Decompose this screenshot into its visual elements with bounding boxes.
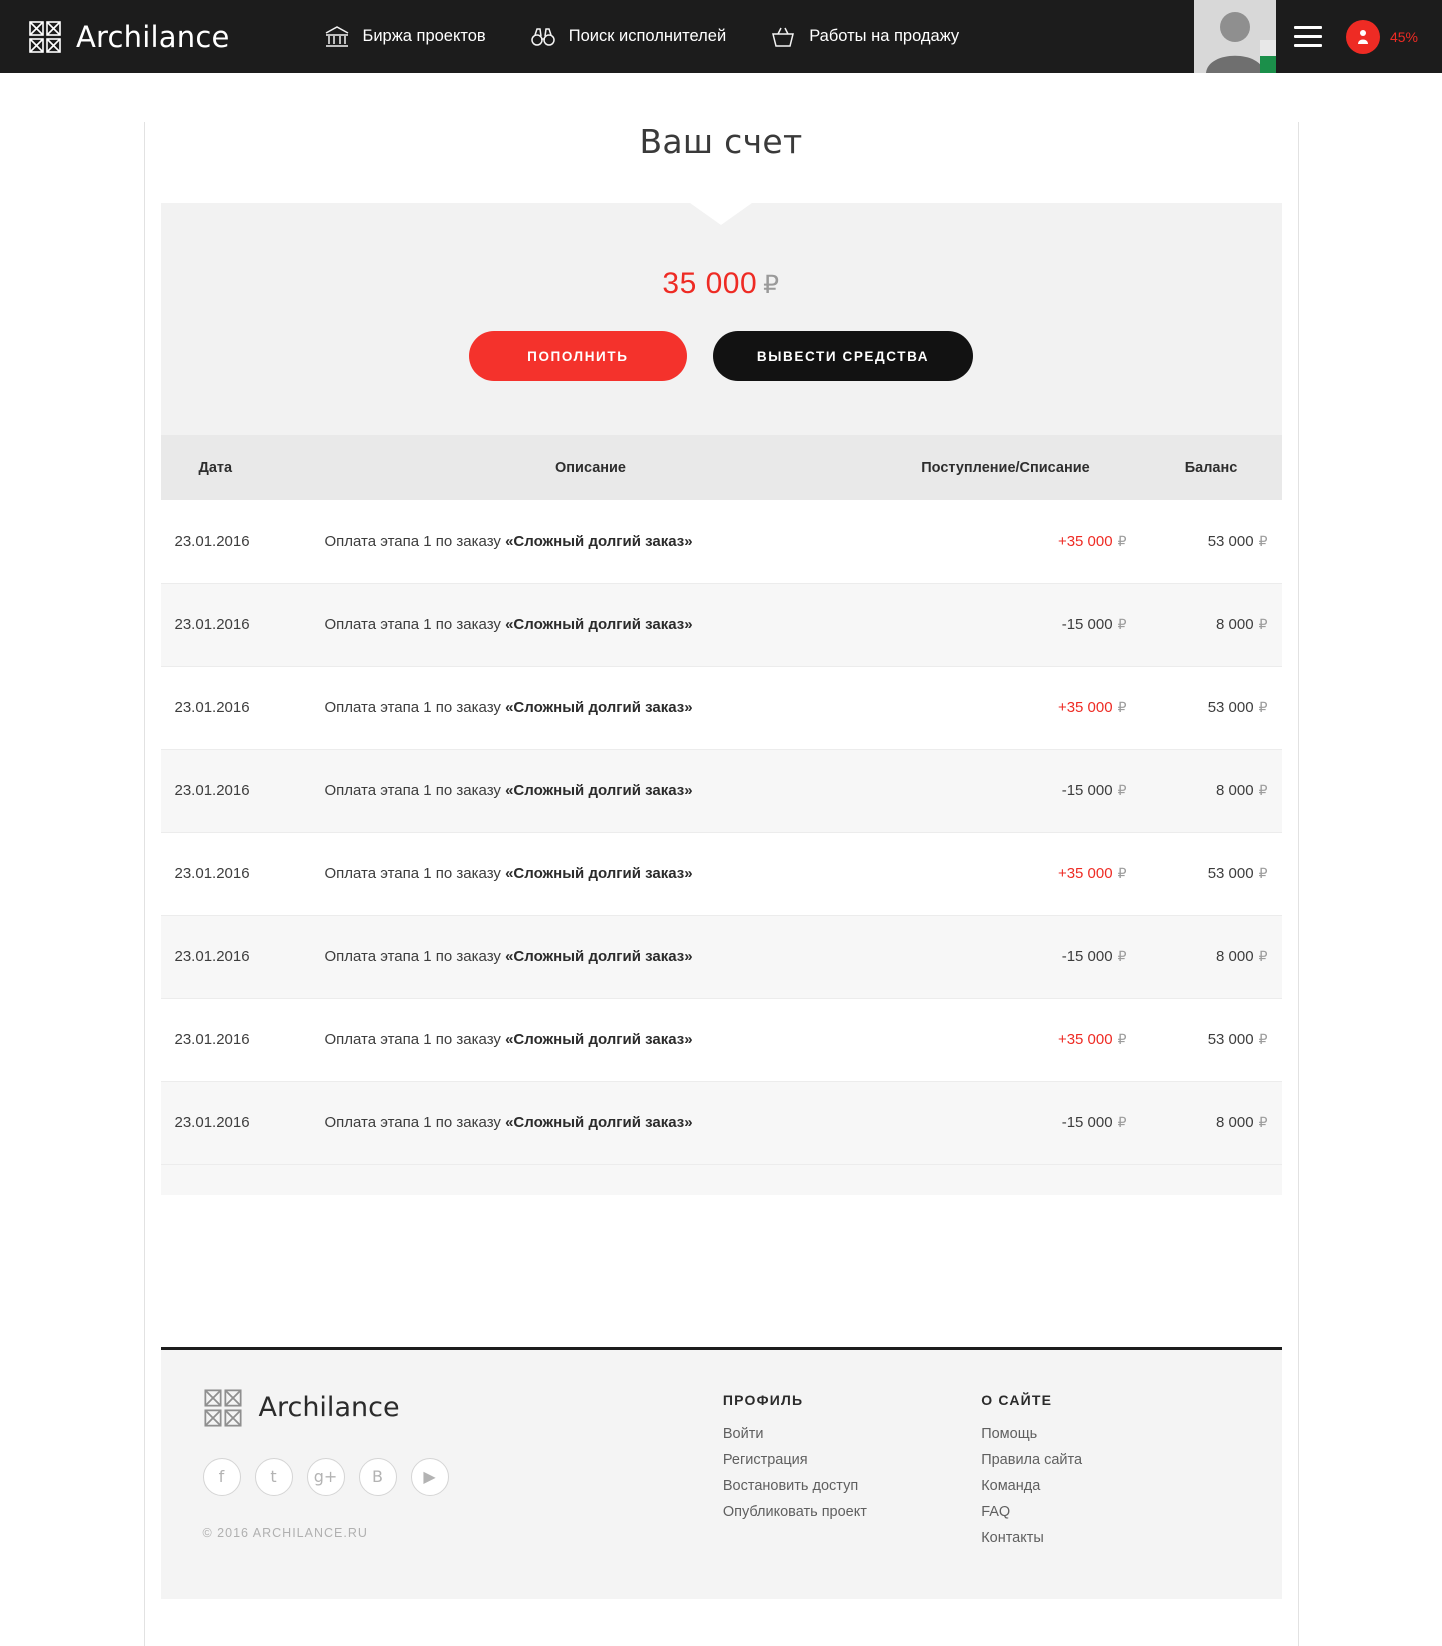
balance-currency: ₽ [1258,616,1268,632]
operations-table-wrap [161,435,1282,1165]
progress-ring-icon [1346,20,1380,54]
cell-balance [1141,832,1282,915]
table-row [161,832,1282,915]
footer-link-help[interactable]: Помощь [981,1425,1038,1442]
balance-value: 53 000 [1207,1031,1254,1048]
cell-balance [1141,915,1282,998]
balance-value: 35 000 [662,267,758,300]
footer-column-about [981,1388,1239,1561]
order-name[interactable]: «Сложный долгий заказ» [505,948,693,965]
footer-link-rules[interactable]: Правила сайта [981,1451,1083,1468]
cell-amount [871,583,1141,666]
page-title: Ваш счет [639,122,803,161]
balance-currency: ₽ [1258,782,1268,798]
balance-value: 8 000 [1216,782,1254,799]
order-name[interactable]: «Сложный долгий заказ» [505,699,693,716]
cell-description [311,749,871,832]
footer-link-login[interactable]: Войти [722,1425,764,1442]
basket-icon [770,25,796,49]
social-links [203,1458,723,1496]
table-row [161,1081,1282,1164]
description-text: Оплата этапа 1 по заказу [324,699,506,716]
nav-item-projects[interactable] [324,25,486,49]
description-text: Оплата этапа 1 по заказу [324,616,506,633]
avatar-photo-icon [1194,0,1276,73]
amount-value: +35 000 [1057,865,1113,882]
amount-currency: ₽ [1117,1031,1127,1047]
order-name[interactable]: «Сложный долгий заказ» [505,532,693,550]
footer-link-contacts[interactable]: Контакты [981,1529,1044,1546]
cell-date: 23.01.2016 [161,749,311,832]
table-row [161,500,1282,583]
balance-value: 8 000 [1216,1114,1254,1131]
amount-currency: ₽ [1117,616,1127,632]
archilance-logo-icon [203,1388,243,1428]
order-name[interactable]: «Сложный долгий заказ» [505,1114,693,1131]
amount-value: -15 000 [1061,616,1113,633]
footer-left [203,1388,723,1561]
description-text: Оплата этапа 1 по заказу [324,782,506,799]
cell-balance [1141,749,1282,832]
footer-column-profile [723,1388,981,1561]
balance-currency: ₽ [1258,532,1268,549]
description-text: Оплата этапа 1 по заказу [324,948,506,965]
balance-value: 53 000 [1207,699,1254,716]
cell-balance [1141,500,1282,583]
balance-currency: ₽ [1258,948,1268,964]
table-header-row [161,435,1282,500]
order-name[interactable]: «Сложный долгий заказ» [505,1031,693,1048]
balance-currency: ₽ [763,271,780,299]
cell-amount [871,998,1141,1081]
amount-value: +35 000 [1057,1031,1113,1048]
cell-description [311,832,871,915]
vk-icon[interactable]: B [359,1458,397,1496]
facebook-icon[interactable]: f [203,1458,241,1496]
nav-label-works-for-sale: Работы на продажу [809,27,960,45]
footer-link-publish-project[interactable]: Опубликовать проект [722,1503,867,1520]
cell-description [311,583,871,666]
footer-brand-name: Archilance [258,1392,400,1423]
cell-description [311,666,871,749]
footer-link-faq[interactable]: FAQ [981,1503,1011,1520]
cell-balance [1141,583,1282,666]
cell-amount [871,666,1141,749]
site-header [0,0,1442,73]
cell-date: 23.01.2016 [161,832,311,915]
cell-amount [871,1081,1141,1164]
bank-icon [324,25,350,49]
nav-item-search-performers[interactable] [530,25,727,49]
balance-currency: ₽ [1258,699,1268,715]
table-body [161,500,1282,1164]
footer-column-title-profile: ПРОФИЛЬ [722,1391,804,1408]
balance-currency: ₽ [1258,1031,1268,1047]
nav-item-works-for-sale[interactable] [770,25,959,49]
balance-actions [161,331,1282,381]
cell-amount [871,749,1141,832]
table-row [161,915,1282,998]
amount-currency: ₽ [1117,865,1127,881]
main-nav [324,25,960,49]
person-icon [1354,28,1372,46]
description-text: Оплата этапа 1 по заказу [324,865,506,882]
footer-link-team[interactable]: Команда [981,1477,1041,1494]
amount-value: -15 000 [1061,1114,1113,1131]
panel-notch-decoration [690,203,752,225]
cell-amount [871,915,1141,998]
amount-currency: ₽ [1117,782,1127,798]
table-row [161,998,1282,1081]
site-footer [161,1347,1282,1599]
header-right-cluster [1194,0,1442,73]
page-body [0,122,1442,1646]
brand-name: Archilance [76,19,230,54]
column-header-amount: Поступление/Списание [871,435,1141,500]
topup-button[interactable]: ПОПОЛНИТЬ [469,331,687,381]
balance-value: 8 000 [1216,948,1254,965]
binoculars-icon [530,25,556,49]
nav-label-search-performers: Поиск исполнителей [568,27,727,45]
withdraw-button[interactable]: ВЫВЕСТИ СРЕДСТВА [713,331,973,381]
cell-description [311,500,871,583]
description-text: Оплата этапа 1 по заказу [324,532,506,550]
column-header-balance: Баланс [1141,435,1282,500]
menu-burger-button[interactable] [1276,0,1340,73]
balance-currency: ₽ [1258,1114,1268,1130]
balance-value: 53 000 [1207,532,1254,550]
cell-description [311,998,871,1081]
table-row [161,666,1282,749]
cell-balance [1141,998,1282,1081]
cell-date: 23.01.2016 [161,915,311,998]
order-name[interactable]: «Сложный долгий заказ» [505,865,693,882]
order-name[interactable]: «Сложный долгий заказ» [505,782,693,799]
cell-date: 23.01.2016 [161,1081,311,1164]
table-row [161,583,1282,666]
avatar[interactable] [1194,0,1276,73]
column-header-description: Описание [311,435,871,500]
operations-table [161,435,1282,1165]
google-plus-icon[interactable]: g+ [307,1458,345,1496]
amount-currency: ₽ [1117,948,1127,964]
balance-currency: ₽ [1258,865,1268,881]
cell-date: 23.01.2016 [161,666,311,749]
balance-value: 53 000 [1207,865,1254,882]
copyright: © 2016 ARCHILANCE.RU [202,1525,368,1540]
youtube-icon[interactable]: ▶ [411,1458,449,1496]
description-text: Оплата этапа 1 по заказу [324,1114,506,1131]
amount-value: -15 000 [1061,948,1113,965]
amount-currency: ₽ [1117,1114,1127,1130]
nav-label-projects: Биржа проектов [362,27,486,45]
footer-brand[interactable] [203,1388,723,1428]
cell-date: 23.01.2016 [161,998,311,1081]
amount-currency: ₽ [1117,532,1127,549]
column-header-date: Дата [161,435,311,500]
table-bottom-padding [161,1165,1282,1195]
amount-value: +35 000 [1057,532,1113,550]
footer-link-restore-access[interactable]: Востановить доступ [722,1477,859,1494]
balance-value: 8 000 [1216,616,1254,633]
brand-logo[interactable] [28,20,230,54]
cell-description [311,915,871,998]
cell-description [311,1081,871,1164]
twitter-icon[interactable]: t [255,1458,293,1496]
content-frame [144,122,1299,1646]
cell-date: 23.01.2016 [161,583,311,666]
cell-balance [1141,666,1282,749]
profile-progress[interactable] [1346,20,1418,54]
footer-spacer [145,1195,1298,1347]
cell-date: 23.01.2016 [161,500,311,583]
archilance-logo-icon [28,20,62,54]
progress-percent: 45% [1389,28,1418,45]
description-text: Оплата этапа 1 по заказу [324,1031,506,1048]
table-row [161,749,1282,832]
amount-value: +35 000 [1057,699,1113,716]
amount-currency: ₽ [1117,699,1127,715]
amount-value: -15 000 [1061,782,1113,799]
footer-link-register[interactable]: Регистрация [722,1451,808,1468]
cell-balance [1141,1081,1282,1164]
balance-panel [161,203,1282,435]
footer-column-title-about: О САЙТЕ [981,1391,1053,1408]
order-name[interactable]: «Сложный долгий заказ» [505,616,693,633]
cell-amount [871,500,1141,583]
cell-amount [871,832,1141,915]
table-head [161,435,1282,500]
